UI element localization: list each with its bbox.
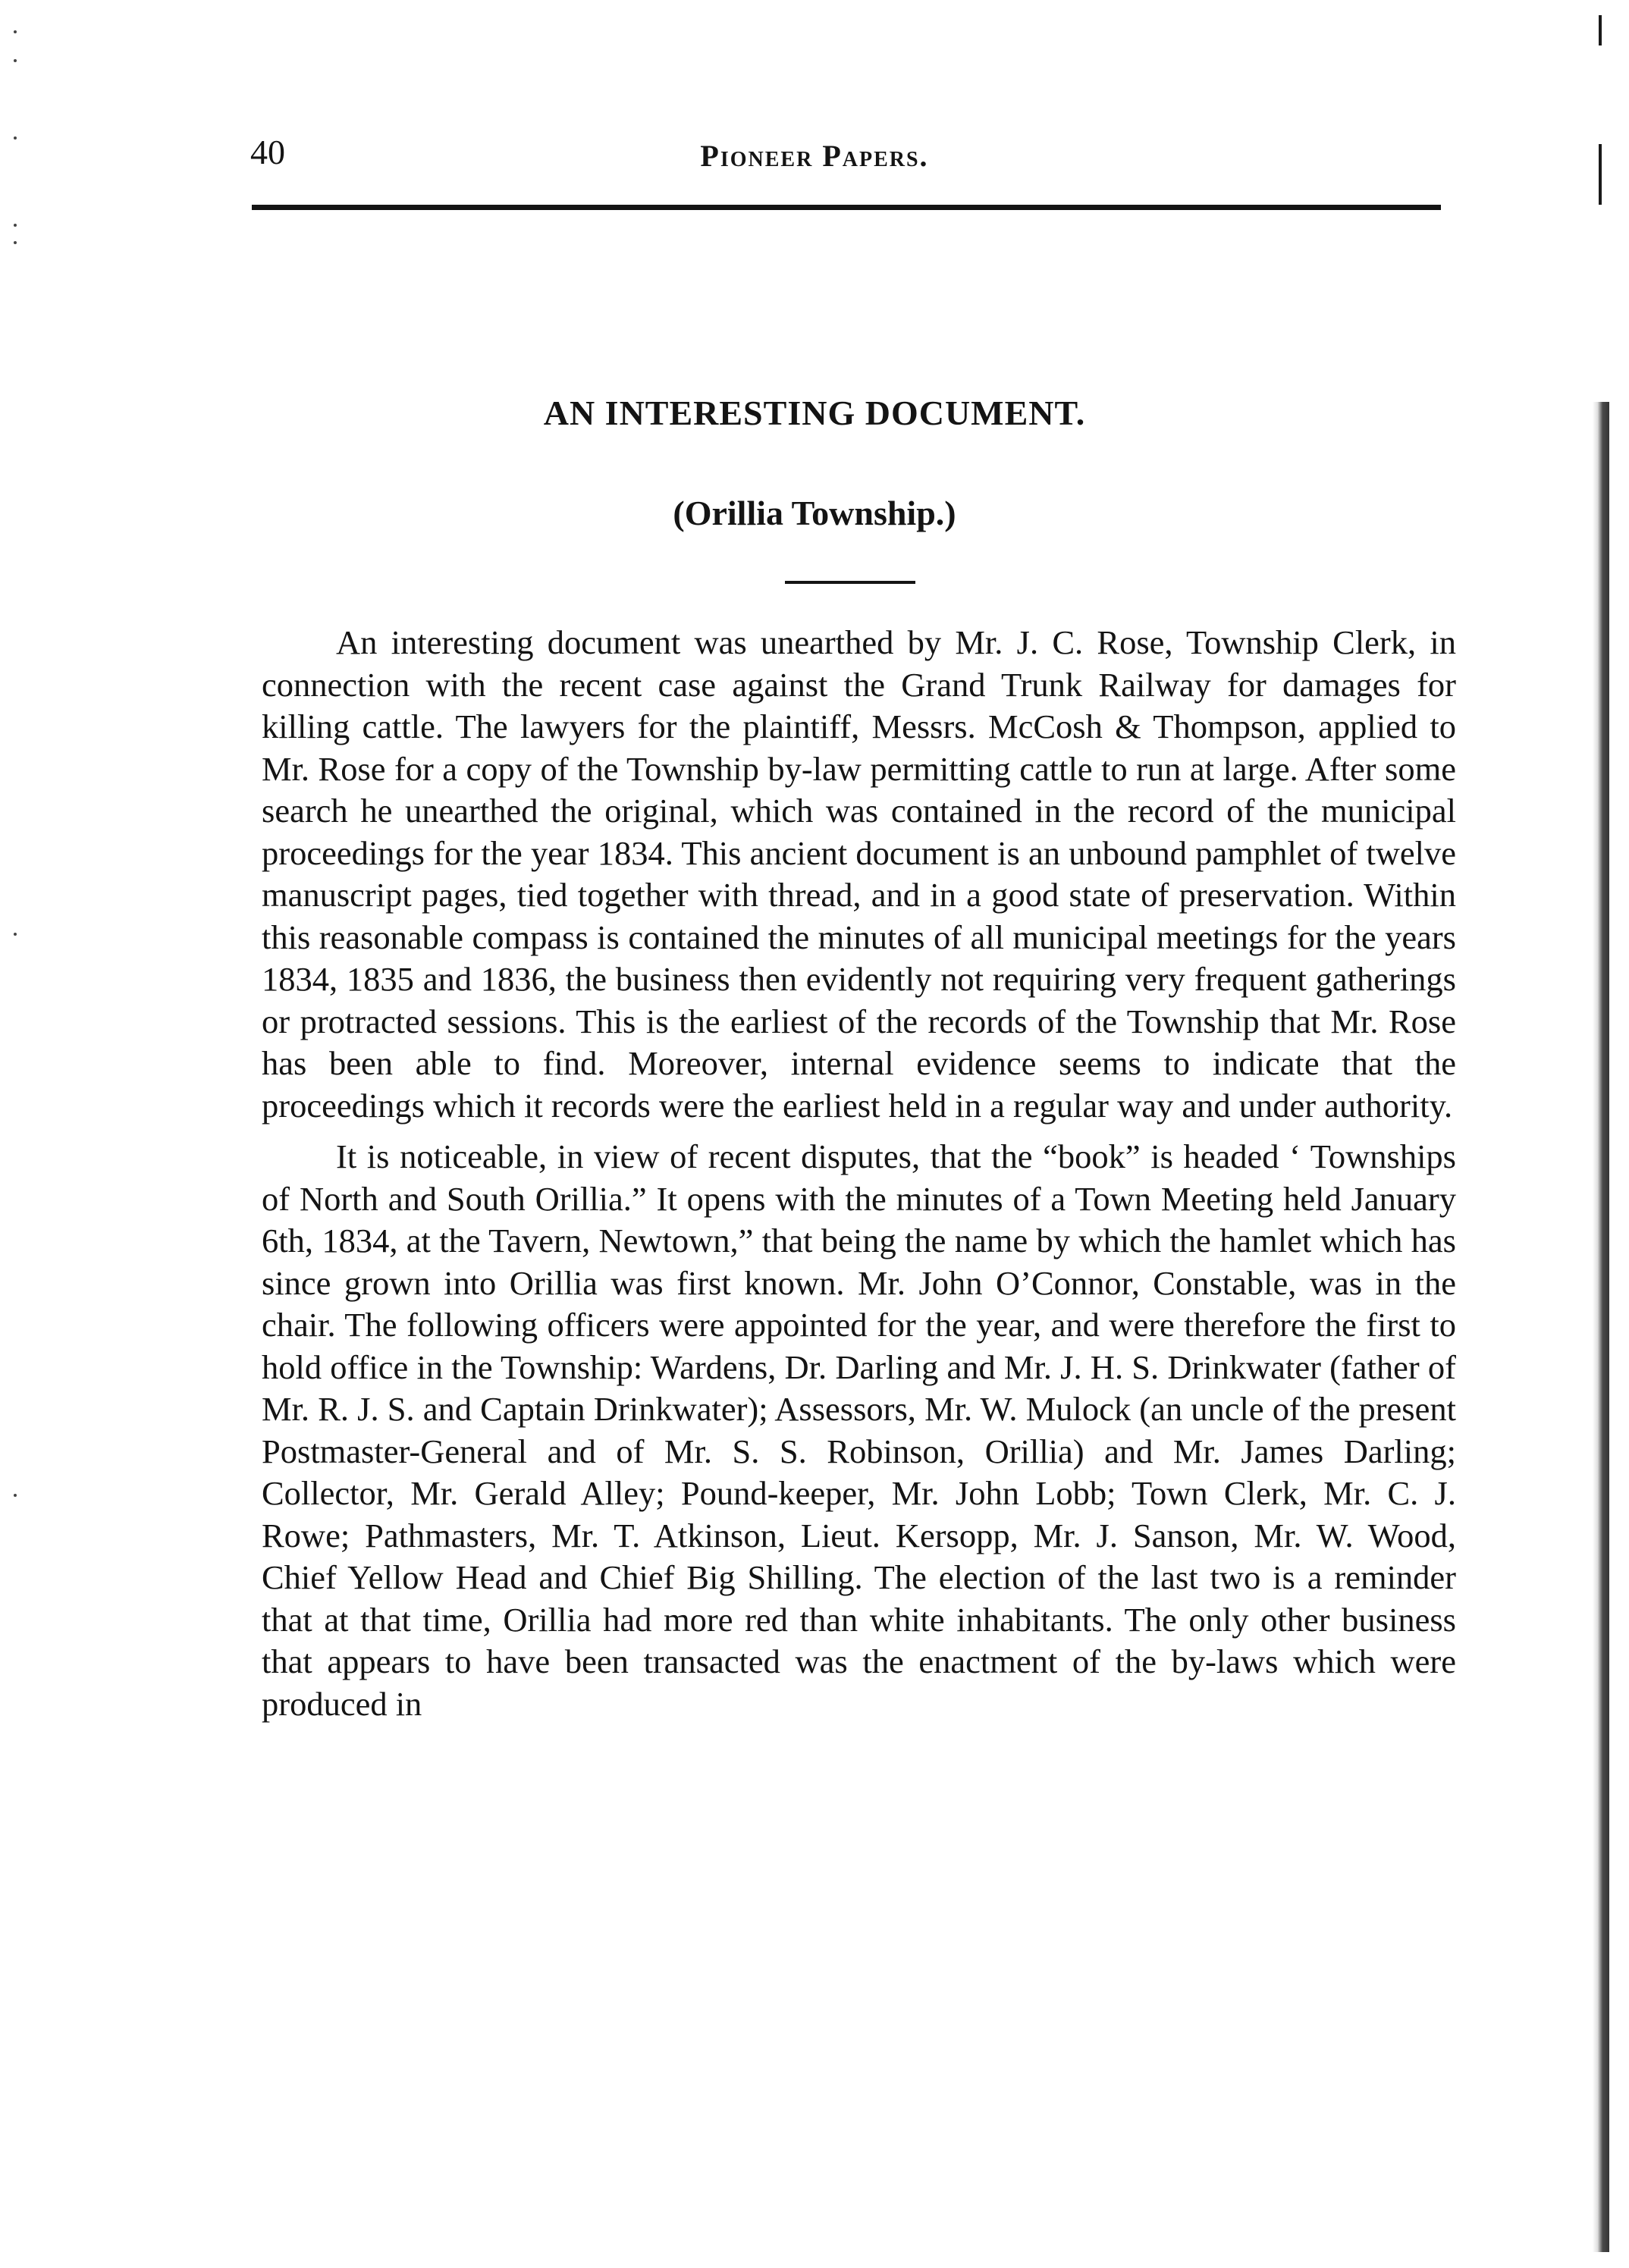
article-body (262, 622, 1456, 1725)
binding-edge (1593, 402, 1609, 2252)
header-rule (252, 205, 1441, 210)
article-subtitle: (Orillia Township.) (673, 494, 956, 532)
page-number: 40 (250, 133, 285, 171)
running-title: Pioneer Papers. (700, 139, 929, 173)
paragraph: It is noticeable, in view of recent disputes, that the “book” is headed ‘ Townships of North and South Orillia.” It opens with the minutes of a Town Meeting held January 6th, 1834, at the Tavern, Newtown,” that being the name by which the hamlet which has since grown into Orillia was first known. Mr. John O’Connor, Constable, was in the chair. The following officers were appointed for the year, and were therefore the first to hold office in the Township: Wardens, Dr. Darling and Mr. J. H. S. Drinkwater (father of Mr. R. J. S. and Captain Drinkwater); Assessors, Mr. W. Mulock (an uncle of the present Postmaster-General and of Mr. S. S. Robinson, Orillia) and Mr. James Darling; Collector, Mr. Gerald Alley; Pound-keeper, Mr. John Lobb; Town Clerk, Mr. C. J. Rowe; Pathmasters, Mr. T. Atkinson, Lieut. Kersopp, Mr. J. Sanson, Mr. W. Wood, Chief Yellow Head and Chief Big Shilling. The election of the last two is a reminder that at that time, Orillia had more red than white inhabitants. The only other business that appears to have been transacted was the enactment of the by-laws which were produced in (262, 1137, 1456, 1723)
article-title: AN INTERESTING DOCUMENT. (543, 394, 1086, 432)
paragraph: An interesting document was unearthed by Mr. J. C. Rose, Township Clerk, in connection with the recent case against the Grand Trunk Railway for damages for killing cattle. The lawyers for the plaintiff, Messrs. McCosh & Thompson, applied to Mr. Rose for a copy of the Township by-law permitting cattle to run at large. After some search he unearthed the original, which was contained in the record of the municipal proceedings for the year 1834. This ancient document is an unbound pamphlet of twelve manuscript pages, tied together with thread, and in a good state of preservation. Within this reasonable compass is contained the minutes of all municipal meetings for the years 1834, 1835 and 1836, the business then evidently not requiring very frequent gatherings or protracted sessions. This is the earliest of the records of the Township that Mr. Rose has been able to find. Moreover, internal evidence seems to indicate that the proceedings which it records were the earliest held in a regular way and under authority. (262, 623, 1456, 1125)
edge-mark (1599, 15, 1602, 45)
title-rule (785, 581, 915, 584)
